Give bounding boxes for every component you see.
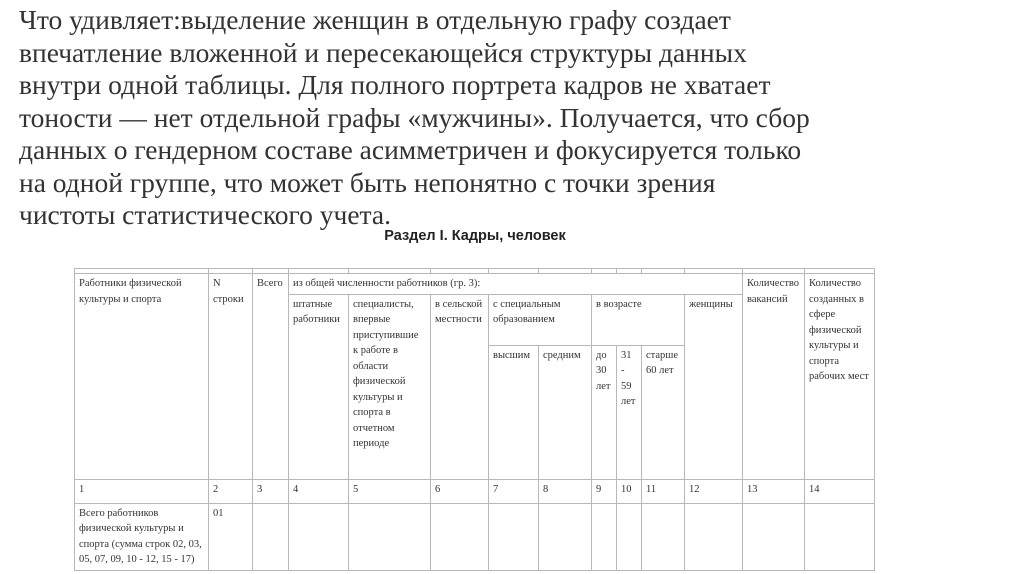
table-cell	[289, 503, 349, 570]
table-cell	[743, 503, 805, 570]
column-number: 9	[592, 479, 617, 503]
column-number: 13	[743, 479, 805, 503]
column-number: 4	[289, 479, 349, 503]
header-staff: штатные работники	[289, 294, 349, 479]
column-number: 2	[209, 479, 253, 503]
table-cell	[539, 503, 592, 570]
column-number: 12	[685, 479, 743, 503]
header-over-60: старше 60 лет	[642, 345, 685, 479]
table-cell	[349, 503, 431, 570]
header-under-30: до 30 лет	[592, 345, 617, 479]
header-special-education: с специальным образованием	[489, 294, 592, 345]
header-created-jobs: Количество созданных в сфере физической культуры и спорта рабочих мест	[805, 274, 875, 480]
column-number: 3	[253, 479, 289, 503]
slide-text-line: тоности — нет отдельной графы «мужчины». Получается, что сбор	[19, 101, 810, 133]
column-number: 8	[539, 479, 592, 503]
column-number: 7	[489, 479, 539, 503]
slide-text-line: Что удивляет:выделение женщин в отдельную графу создает	[19, 4, 731, 35]
slide-text-line: на одной группе, что может быть непонятно с точки зрения	[19, 166, 716, 198]
slide-text-line: данных о гендерном составе асимметричен и фокусируется только	[19, 134, 802, 165]
column-number: 14	[805, 479, 875, 503]
table-cell	[431, 503, 489, 570]
header-specialists-new: специалисты, впервые приступившие к работе в области физической культуры и спорта в отчетном периоде	[349, 294, 431, 479]
row-number: 01	[209, 503, 253, 570]
column-number: 5	[349, 479, 431, 503]
slide-body-text	[19, 4, 919, 232]
table-cell	[642, 503, 685, 570]
header-higher: высшим	[489, 345, 539, 479]
header-row-number: N строки	[209, 274, 253, 480]
section-title: Раздел I. Кадры, человек	[384, 228, 566, 244]
header-vacancies: Количество вакансий	[743, 274, 805, 480]
table-cell	[805, 503, 875, 570]
header-by-age: в возрасте	[592, 294, 685, 345]
table-cell	[617, 503, 642, 570]
column-number: 6	[431, 479, 489, 503]
header-secondary: средним	[539, 345, 592, 479]
column-number: 11	[642, 479, 685, 503]
slide-text-line: впечатление вложенной и пересекающейся структуры данных	[19, 36, 747, 68]
slide-text-line: чистоты статистического учета.	[19, 199, 391, 230]
header-total: Всего	[253, 274, 289, 480]
header-of-total: из общей численности работников (гр. 3):	[289, 274, 743, 295]
personnel-table	[74, 268, 875, 571]
header-women: женщины	[685, 294, 743, 479]
row-label: Всего работников физической культуры и спорта (сумма строк 02, 03, 05, 07, 09, 10 - 12, 15 - 17)	[75, 503, 209, 570]
table-cell	[685, 503, 743, 570]
slide-text-line: внутри одной таблицы. Для полного портрета кадров не хватает	[19, 69, 771, 100]
header-workers: Работники физической культуры и спорта	[75, 274, 209, 480]
column-number: 1	[75, 479, 209, 503]
table-cell	[253, 503, 289, 570]
header-rural: в сельской местности	[431, 294, 489, 479]
table-row	[75, 503, 875, 570]
header-age-31-59: 31 - 59 лет	[617, 345, 642, 479]
table-cell	[592, 503, 617, 570]
column-number: 10	[617, 479, 642, 503]
table-cell	[489, 503, 539, 570]
